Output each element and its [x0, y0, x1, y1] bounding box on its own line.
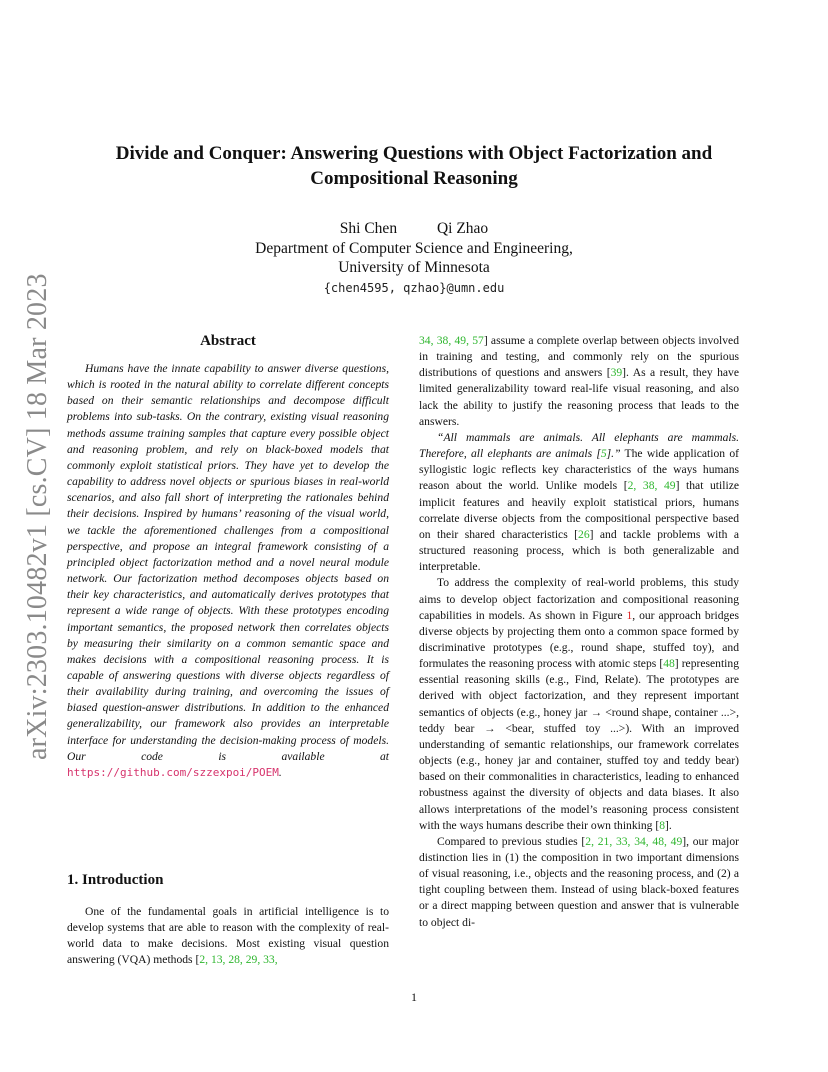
- paragraph-text: ] and tackle problems with a structured reasoning process, which is both generalizable and interpretable.: [419, 527, 739, 574]
- citation-link[interactable]: 34, 38, 49, 57: [419, 334, 484, 347]
- paragraph-text: Compared to previous studies [: [437, 834, 586, 848]
- author-name: Shi Chen: [339, 220, 398, 237]
- author-list: [0, 219, 828, 239]
- citation-link[interactable]: 2, 38, 49: [627, 479, 676, 493]
- quote-text: “All mammals are animals. All elephants are mammals. Therefore, all elephants are animals [: [419, 430, 739, 461]
- paragraph: [419, 834, 739, 931]
- paragraph-text: ]. As a result, they have limited generalizability toward real-life visual reasoning, and also lack the ability to justify the reasoning process that leads to the answers.: [419, 366, 739, 428]
- citation-link[interactable]: 2, 21, 33, 34, 48, 49: [585, 834, 683, 848]
- right-column: [419, 333, 739, 931]
- paragraph-text: ] representing essential reasoning skills (e.g., Find, Relate). The prototypes are derived with object factorization, and they represent important semantics of objects (e.g., honey jar → <round shape, container ...>, teddy bear → <bear, stuffed toy ...>). With an improved understanding of semantic relationships, our framework correlates objects (e.g., honey jar and container, stuffed toy and teddy bear) based on their commonalities in characteristics, leading to enhanced robustness against the diversity of objects and data biases. It also allows interpretations of the model’s reasoning process consistent with the ways humans describe their own thinking [: [419, 657, 739, 832]
- paragraph-text: To address the complexity of real-world problems, this study aims to develop object factorization and compositional reasoning capabilities in models. As shown in Figure: [419, 576, 739, 622]
- paragraph: [419, 575, 739, 834]
- citation-link[interactable]: 26: [578, 527, 590, 541]
- page-number: 1: [411, 990, 417, 1004]
- abstract-body: Humans have the innate capability to answer diverse questions, which is rooted in the natural ability to correlate different concepts based on their semantic relationships and decompose difficult problems into sub-tasks. On the contrary, existing visual reasoning methods assume training samples that capture every possible object and reasoning problem, and rely on black-boxed models that commonly exploit statistical priors. They have yet to develop the capability to address novel objects or spurious biases in real-world scenarios, and also fall short of interpreting the rationales behind their decisions. Inspired by humans’ reasoning of the visual world, we tackle the aforementioned challenges from a compositional perspective, and propose an integral framework consisting of a principled object factorization method and a novel neural module network. Our factorization method decomposes objects based on their key characteristics, and automatically derives prototypes that represent a wide range of objects. With these prototypes encoding important semantics, the proposed network then correlates objects by measuring their similarity on a common semantic space and makes decisions with a compositional reasoning process. It is capable of answering questions with diverse objects regardless of their availability during training, and overcoming the issues of biased question-answer distributions. In addition to the enhanced generalizability, our framework also provides an interpretable interface for understanding the decision-making process of models. Our code is available at https://github.com/szzexpoi/POEM.: [67, 362, 389, 779]
- citation-link[interactable]: 39: [610, 366, 623, 380]
- affiliation-line: Department of Computer Science and Engineering,: [255, 240, 573, 257]
- citation-link[interactable]: 48: [663, 657, 675, 671]
- intro-body: [67, 904, 389, 969]
- paragraph-text: The wide application of syllogistic logic reflects key characteristics of the ways humans reason about the world. Unlike models [: [419, 447, 739, 493]
- paper-title: Divide and Conquer: Answering Questions with Object Factorization and Compositional Reasoning: [115, 143, 713, 189]
- abstract-text: Humans have the innate capability to answer diverse questions, which is rooted in the natural ability to correlate different concepts based on their semantic relationships and decompose difficult problems into sub-tasks. On the contrary, existing visual reasoning methods assume training samples that capture every possible object and reasoning problem, and rely on black-boxed models that commonly exploit statistical priors. They have yet to develop the capability to address novel objects or spurious biases in real-world scenarios, and also fall short of interpreting the rationales behind their decisions. Inspired by humans’ reasoning of the visual world, we tackle the aforementioned challenges from a compositional perspective, and propose an integral framework consisting of a principled object factorization method and a novel neural module network. Our factorization method decomposes objects based on their key characteristics, and automatically derives prototypes that represent a wide range of objects. With these prototypes encoding important semantics, the proposed network then correlates objects by measuring their similarity on a common semantic space and makes decisions with a compositional reasoning process. It is capable of answering questions with diverse objects regardless of their availability during training, and overcoming the issues of biased question-answer distributions. In addition to the enhanced generalizability, our framework also provides an interpretable interface for understanding the decision-making process of models. Our code is available at: [67, 362, 389, 763]
- paragraph-text: ] that utilize implicit features and heavily exploit statistical priors, humans correlate diverse objects from the compositional perspective based on their shared characteristics [: [419, 479, 739, 541]
- author-email: {chen4595, qzhao}@umn.edu: [323, 281, 505, 295]
- paragraph-text: , our approach bridges diverse objects by projecting them onto a common space formed by discriminative prototypes (e.g., round shape, stuffed toy), and formulates the reasoning process with atomic steps [: [419, 608, 739, 671]
- arxiv-stamp: arXiv:2303.10482v1 [cs.CV] 18 Mar 2023: [22, 273, 53, 760]
- paragraph: [419, 430, 739, 575]
- intro-text: One of the fundamental goals in artificial intelligence is to develop systems that are able to reason with the complexity of real-world data to make decisions. Most existing visual question answering (VQA) methods [: [67, 905, 389, 967]
- paragraph-text: ], our major distinction lies in (1) the composition in two important dimensions of visual reasoning, i.e., objects and the reasoning process, and (2) a tight coupling between them. Instead of using black-boxed features or a direct mapping between question and answer that is vulnerable to object di-: [419, 834, 739, 929]
- citation-link[interactable]: 5: [600, 447, 607, 461]
- intro-heading: 1. Introduction: [67, 872, 164, 888]
- affiliation-line: University of Minnesota: [338, 259, 490, 276]
- citation-link[interactable]: 2, 13, 28, 29, 33,: [199, 953, 278, 967]
- paragraph-text: ].: [665, 818, 672, 832]
- figure-link[interactable]: 1: [626, 608, 633, 622]
- quote-text: ].”: [606, 447, 621, 461]
- author-name: Qi Zhao: [436, 220, 489, 237]
- affiliation: [0, 239, 828, 277]
- paragraph-text: ] assume a complete overlap between objects involved in training and testing, and commonly rely on the spurious distributions of questions and answers [: [419, 334, 739, 380]
- abstract-heading: Abstract: [200, 333, 256, 349]
- citation-link[interactable]: 8: [659, 818, 665, 832]
- code-link[interactable]: https://github.com/szzexpoi/POEM: [67, 765, 279, 779]
- paragraph: [419, 333, 739, 430]
